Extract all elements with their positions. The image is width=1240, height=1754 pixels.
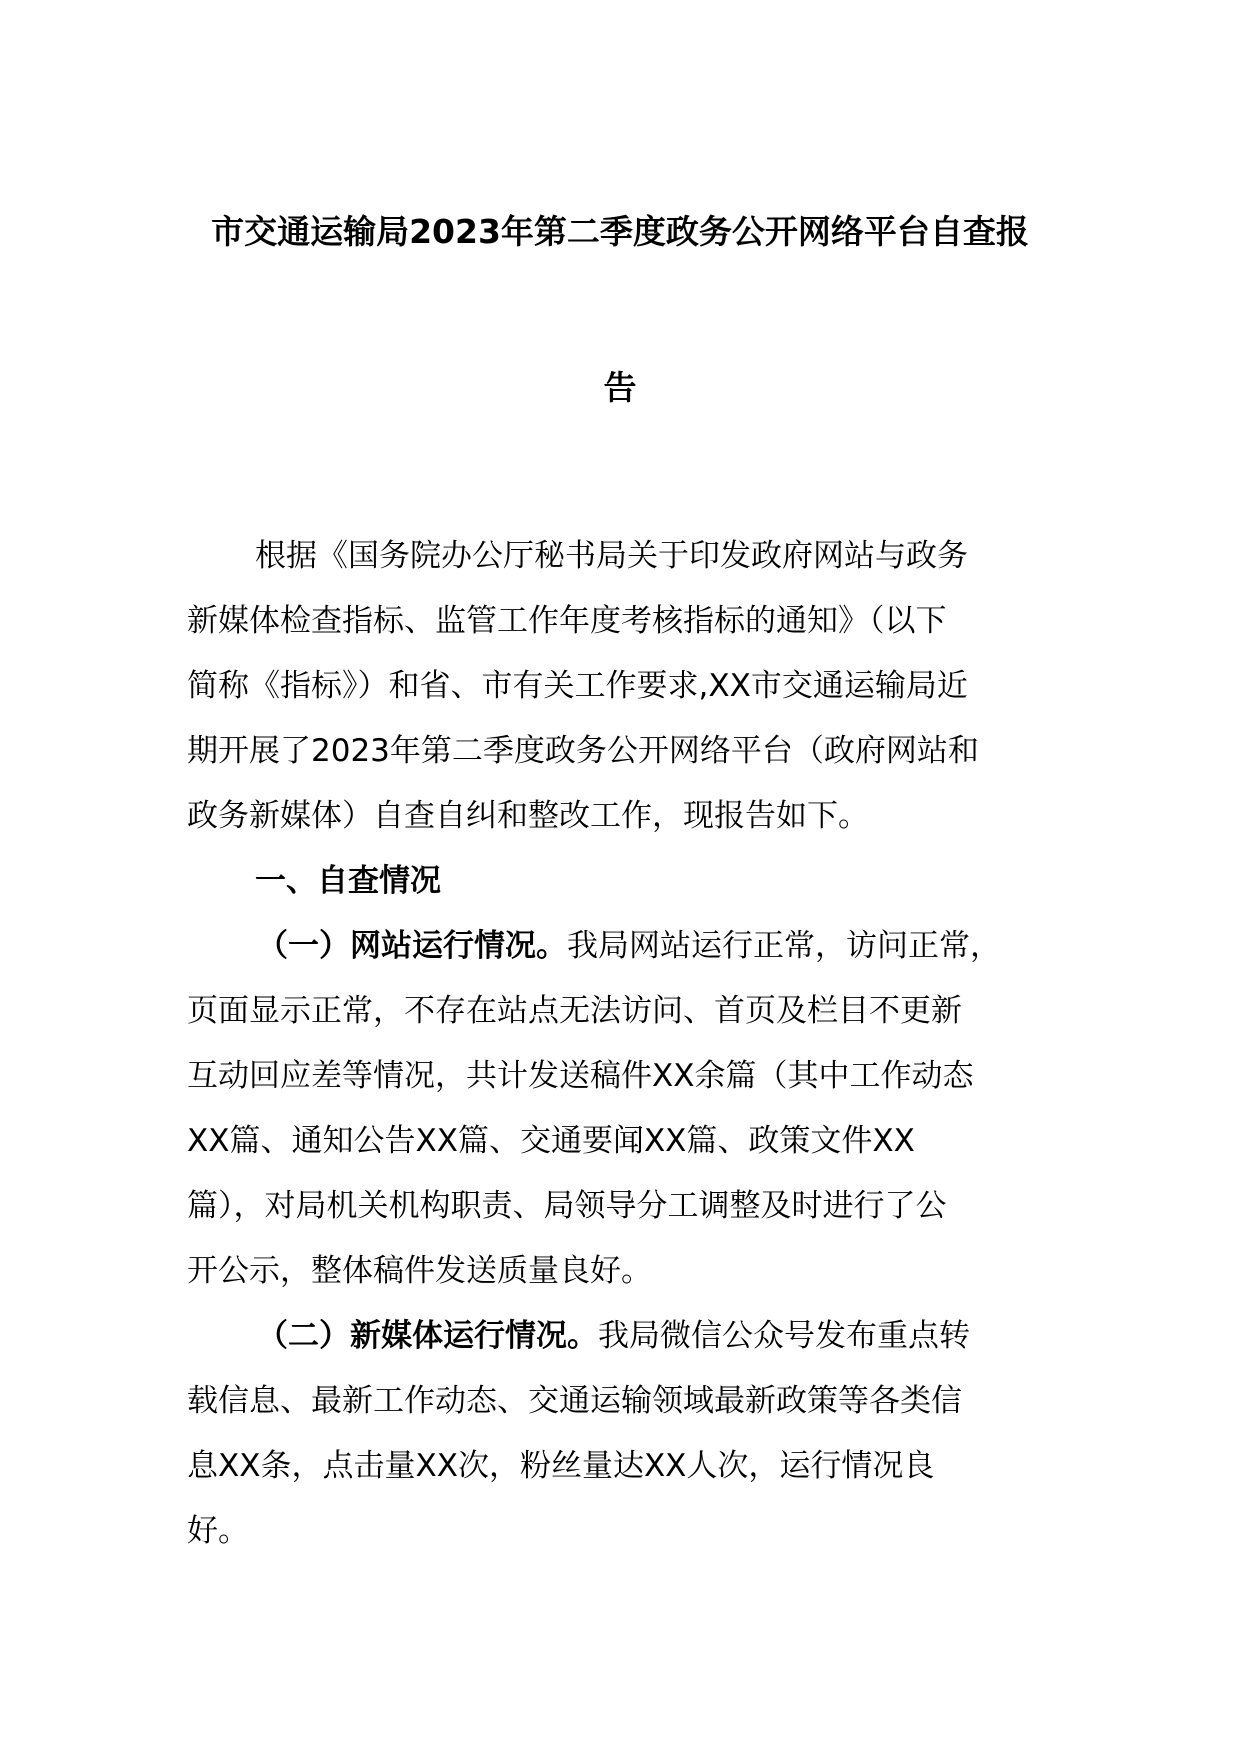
section-heading-self-check: 一、自查情况 bbox=[255, 863, 441, 899]
intro-paragraph-line-4: 期开展了2023年第二季度政务公开网络平台（政府网站和 bbox=[187, 733, 979, 769]
website-section-line-1-text: 我局网站运行正常，访问正常， bbox=[567, 928, 1001, 964]
intro-paragraph-line-2: 新媒体检查指标、监管工作年度考核指标的通知》（以下 bbox=[187, 603, 947, 639]
website-section-line-6: 开公示，整体稿件发送质量良好。 bbox=[187, 1253, 652, 1289]
new-media-section-line-1 bbox=[187, 1304, 1087, 1369]
new-media-section-line-2: 载信息、最新工作动态、交通运输领域最新政策等各类信 bbox=[187, 1383, 962, 1419]
intro-paragraph-line-1: 根据《国务院办公厅秘书局关于印发政府网站与政务 bbox=[255, 538, 968, 574]
document-title-line-1: 市交通运输局2023年第二季度政务公开网络平台自查报 bbox=[211, 212, 1029, 251]
document-title-line-2: 告 bbox=[603, 368, 637, 407]
new-media-section-line-3: 息XX条，点击量XX次，粉丝量达XX人次，运行情况良 bbox=[187, 1448, 935, 1484]
intro-paragraph-line-5: 政务新媒体）自查自纠和整改工作，现报告如下。 bbox=[187, 798, 869, 834]
website-section-line-1 bbox=[187, 914, 1087, 979]
new-media-section-line-1-text: 我局微信公众号发布重点转 bbox=[598, 1318, 970, 1354]
website-section-line-2: 页面显示正常，不存在站点无法访问、首页及栏目不更新 bbox=[187, 993, 962, 1029]
new-media-section-line-4: 好。 bbox=[187, 1513, 249, 1549]
website-section-heading: （一）网站运行情况。 bbox=[257, 928, 567, 964]
new-media-section-heading: （二）新媒体运行情况。 bbox=[257, 1318, 598, 1354]
website-section-line-3: 互动回应差等情况，共计发送稿件XX余篇（其中工作动态 bbox=[187, 1058, 974, 1094]
website-section-line-5: 篇），对局机关机构职责、局领导分工调整及时进行了公 bbox=[187, 1188, 947, 1224]
document-body bbox=[187, 524, 1087, 1564]
intro-paragraph-line-3: 简称《指标》）和省、市有关工作要求,XX市交通运输局近 bbox=[187, 668, 968, 704]
website-section-line-4: XX篇、通知公告XX篇、交通要闻XX篇、政策文件XX bbox=[187, 1123, 915, 1159]
